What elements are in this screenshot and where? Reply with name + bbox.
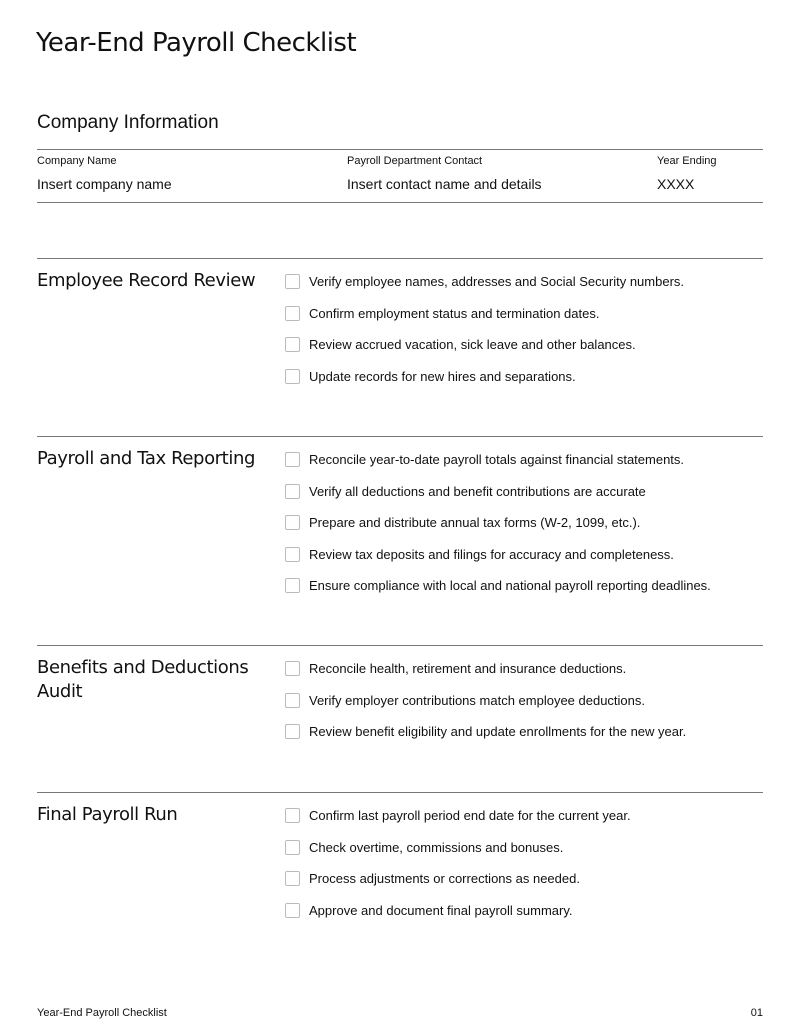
- checklist-item-label: Update records for new hires and separations.: [309, 368, 576, 384]
- section-heading: Benefits and Deductions Audit: [37, 657, 249, 702]
- checklist-item-label: Review accrued vacation, sick leave and other balances.: [309, 337, 636, 353]
- checkbox[interactable]: [285, 661, 300, 676]
- checklist: [285, 270, 684, 392]
- checklist-item-label: Verify all deductions and benefit contributions are accurate: [309, 483, 646, 499]
- checkbox[interactable]: [285, 369, 300, 384]
- checkbox[interactable]: [285, 871, 300, 886]
- checklist: [285, 657, 686, 748]
- checklist-item[interactable]: [285, 507, 711, 539]
- section-divider: [37, 645, 763, 646]
- divider: [37, 149, 763, 150]
- checkbox[interactable]: [285, 808, 300, 823]
- checklist-item[interactable]: [285, 444, 711, 476]
- page-title: Year-End Payroll Checklist: [36, 28, 357, 58]
- checklist-item-label: Reconcile health, retirement and insurance deductions.: [309, 661, 627, 677]
- checklist-item[interactable]: [285, 800, 631, 832]
- checkbox[interactable]: [285, 693, 300, 708]
- checklist-item-label: Prepare and distribute annual tax forms (W-2, 1099, etc.).: [309, 515, 641, 531]
- checklist-item[interactable]: [285, 539, 711, 571]
- checkbox[interactable]: [285, 452, 300, 467]
- page-number: 01: [750, 1007, 763, 1019]
- checklist-item-label: Ensure compliance with local and national payroll reporting deadlines.: [309, 578, 711, 594]
- checklist-item[interactable]: [285, 832, 631, 864]
- checklist-item[interactable]: [285, 716, 686, 748]
- checklist-item-label: Verify employer contributions match employee deductions.: [309, 692, 646, 708]
- checklist-item[interactable]: [285, 361, 684, 393]
- footer-title: Year-End Payroll Checklist: [37, 1007, 167, 1019]
- checkbox[interactable]: [285, 578, 300, 593]
- checkbox[interactable]: [285, 903, 300, 918]
- checkbox[interactable]: [285, 840, 300, 855]
- checklist-item-label: Review tax deposits and filings for accuracy and completeness.: [309, 546, 674, 562]
- checklist-item[interactable]: [285, 570, 711, 602]
- checklist-item[interactable]: [285, 476, 711, 508]
- checkbox[interactable]: [285, 306, 300, 321]
- section-divider: [37, 792, 763, 793]
- checklist-item-label: Check overtime, commissions and bonuses.: [309, 839, 564, 855]
- year-ending-field[interactable]: XXXX: [657, 176, 695, 192]
- checklist-item-label: Process adjustments or corrections as needed.: [309, 871, 580, 887]
- checklist-item-label: Confirm employment status and termination dates.: [309, 305, 600, 321]
- section-divider: [37, 436, 763, 437]
- checklist-item-label: Reconcile year-to-date payroll totals against financial statements.: [309, 452, 685, 468]
- checkbox[interactable]: [285, 515, 300, 530]
- company-name-field[interactable]: Insert company name: [37, 176, 172, 192]
- checklist-item[interactable]: [285, 685, 686, 717]
- year-ending-label: Year Ending: [657, 155, 717, 167]
- checkbox[interactable]: [285, 274, 300, 289]
- checklist-item[interactable]: [285, 653, 686, 685]
- section-heading: Final Payroll Run: [37, 804, 178, 825]
- company-info-heading: Company Information: [37, 112, 219, 133]
- checklist-item[interactable]: [285, 266, 684, 298]
- section-heading: Employee Record Review: [37, 270, 256, 291]
- checklist-item[interactable]: [285, 895, 631, 927]
- checklist: [285, 804, 631, 926]
- checkbox[interactable]: [285, 337, 300, 352]
- divider: [37, 202, 763, 203]
- checkbox[interactable]: [285, 547, 300, 562]
- contact-field[interactable]: Insert contact name and details: [347, 176, 542, 192]
- company-name-label: Company Name: [37, 155, 117, 167]
- checklist-item-label: Verify employee names, addresses and Social Security numbers.: [309, 274, 685, 290]
- checklist-item[interactable]: [285, 298, 684, 330]
- checklist-item-label: Approve and document final payroll summary.: [309, 902, 573, 918]
- contact-label: Payroll Department Contact: [347, 155, 483, 167]
- checklist-item-label: Review benefit eligibility and update enrollments for the new year.: [309, 724, 687, 740]
- section-heading: Payroll and Tax Reporting: [37, 448, 255, 469]
- checklist-item[interactable]: [285, 329, 684, 361]
- checklist: [285, 448, 711, 602]
- checklist-item-label: Confirm last payroll period end date for the current year.: [309, 808, 631, 824]
- checkbox[interactable]: [285, 724, 300, 739]
- checkbox[interactable]: [285, 484, 300, 499]
- checklist-item[interactable]: [285, 863, 631, 895]
- section-divider: [37, 258, 763, 259]
